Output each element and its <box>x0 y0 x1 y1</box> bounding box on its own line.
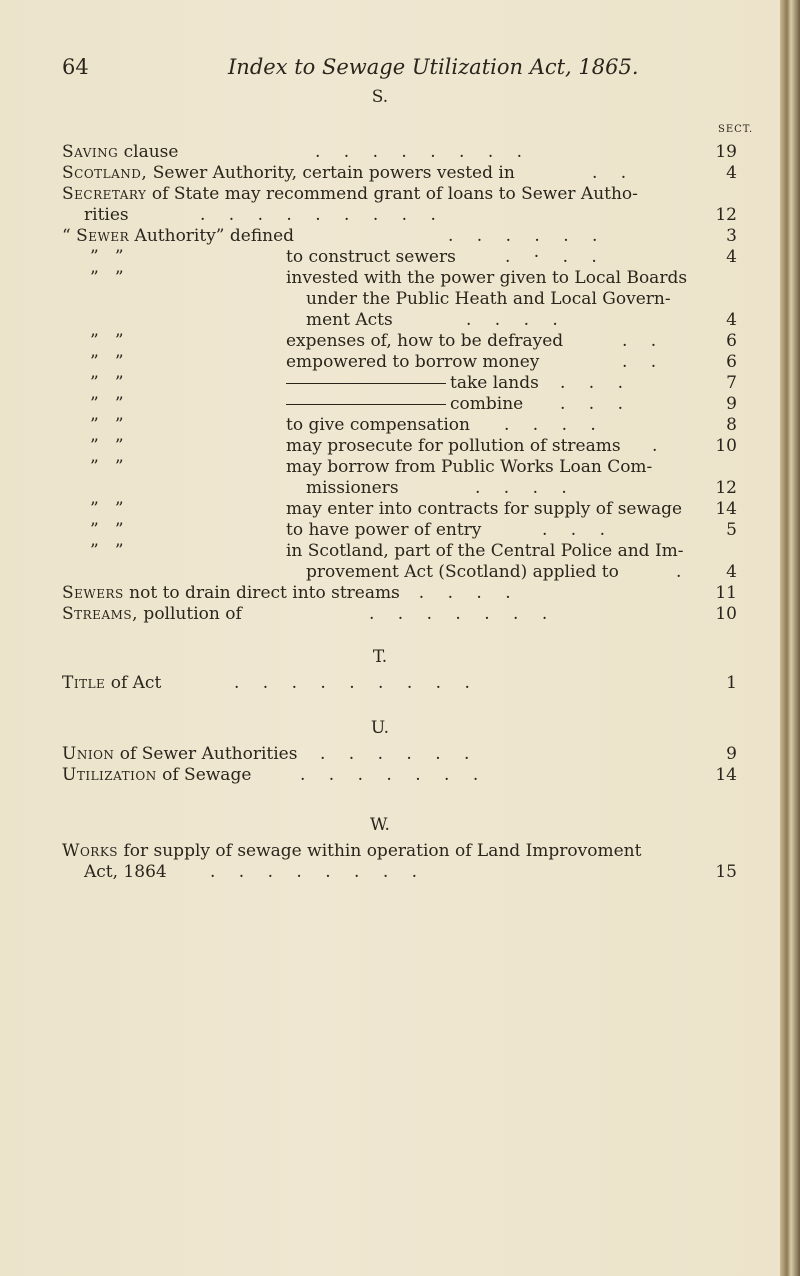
sect-number: 10 <box>715 436 737 456</box>
section-letter-w: W. <box>370 815 390 835</box>
entry-invested-power-cont: ment Acts <box>306 310 393 330</box>
sect-number: 14 <box>715 765 737 785</box>
page-title: Index to Sewage Utilization Act, 1865. <box>228 55 639 79</box>
ditto-mark: ” ” <box>90 268 124 288</box>
leader: . . . . . . . . . <box>200 205 445 225</box>
sect-number: 11 <box>715 583 737 603</box>
entry-borrow-loan: may borrow from Public Works Loan Com- <box>286 457 653 477</box>
entry-construct-sewers: to construct sewers <box>286 247 456 267</box>
sect-number: 15 <box>715 862 737 882</box>
section-letter-u: U. <box>370 718 390 738</box>
entry-combine: combine <box>286 394 523 415</box>
leader: . . . . . . . <box>300 765 488 785</box>
sect-number: 6 <box>726 352 737 372</box>
entry-compensation: to give compensation <box>286 415 470 435</box>
entry-borrow-money: empowered to borrow money <box>286 352 540 372</box>
entry-take-lands: take lands <box>286 373 539 394</box>
entry-contracts: may enter into contracts for supply of sewage <box>286 499 683 519</box>
ditto-mark: ” ” <box>90 373 124 393</box>
ditto-mark: ” ” <box>90 541 124 561</box>
leader: . . . . <box>466 310 567 330</box>
page-header <box>0 55 780 85</box>
entry-secretary: Secretary of State may recommend grant of loans to Sewer Autho- <box>62 184 638 204</box>
ditto-mark: ” ” <box>90 331 124 351</box>
leader: . . . . . <box>390 583 520 603</box>
leader: . . . <box>542 520 615 540</box>
leader: . . . . . . . . <box>315 142 532 162</box>
leader: . . . . . . . <box>369 604 557 624</box>
entry-works: Works for supply of sewage within operation of Land Improvoment <box>62 841 642 861</box>
page-number: 64 <box>62 55 89 79</box>
leader: . . . . . . . . <box>210 862 427 882</box>
sect-number: 1 <box>726 673 737 693</box>
leader: . . . . . . <box>448 226 607 246</box>
ditto-mark: ” ” <box>90 394 124 414</box>
leader: . . <box>622 331 666 351</box>
sect-number: 4 <box>726 562 737 582</box>
entry-scotland: Scotland, Sewer Authority, certain powers vested in <box>62 163 515 183</box>
leader: . . <box>622 352 666 372</box>
sect-number: 12 <box>715 205 737 225</box>
sect-number: 4 <box>726 247 737 267</box>
ditto-mark: ” ” <box>90 457 124 477</box>
entry-utilization: Utilization of Sewage <box>62 765 252 785</box>
leader: . . . <box>560 394 633 414</box>
entry-streams: Streams, pollution of <box>62 604 242 624</box>
entry-scotland-police-cont: provement Act (Scotland) applied to <box>306 562 619 582</box>
sect-number: 4 <box>726 310 737 330</box>
sect-column-label: SECT. <box>718 124 754 135</box>
leader: . . . . <box>475 478 576 498</box>
leader: . . . . . . . . . <box>234 673 479 693</box>
leader: . . . . . . <box>320 744 479 764</box>
sect-number: 10 <box>715 604 737 624</box>
entry-title-of-act: Title of Act <box>62 673 162 693</box>
ditto-mark: ” ” <box>90 520 124 540</box>
leader: . · . . <box>505 247 606 267</box>
sect-number: 8 <box>726 415 737 435</box>
ditto-mark: ” ” <box>90 415 124 435</box>
leader: . <box>652 436 658 456</box>
entry-sewer-authority: “ Sewer Authority” defined <box>62 226 295 246</box>
leader: . <box>676 562 682 582</box>
sect-number: 3 <box>726 226 737 246</box>
ditto-mark: ” ” <box>90 499 124 519</box>
sect-number: 7 <box>726 373 737 393</box>
section-letter-t: T. <box>372 647 388 667</box>
entry-expenses: expenses of, how to be defrayed <box>286 331 564 351</box>
sect-number: 12 <box>715 478 737 498</box>
sect-number: 9 <box>726 744 737 764</box>
entry-works-cont: Act, 1864 <box>84 862 167 882</box>
ditto-mark: ” ” <box>90 247 124 267</box>
ditto-mark: ” ” <box>90 436 124 456</box>
entry-scotland-police: in Scotland, part of the Central Police and Im- <box>286 541 684 561</box>
entry-prosecute: may prosecute for pollution of streams <box>286 436 621 456</box>
section-letter-s: S. <box>371 87 389 107</box>
entry-saving: Saving clause <box>62 142 179 162</box>
entry-invested-power-cont: under the Public Heath and Local Govern- <box>306 289 671 309</box>
sect-number: 19 <box>715 142 737 162</box>
leader: . . . <box>560 373 633 393</box>
entry-borrow-loan-cont: missioners <box>306 478 399 498</box>
entry-sewers: Sewers not to drain direct into streams <box>62 583 400 603</box>
leader: . . . . <box>504 415 605 435</box>
leader: . . <box>592 163 636 183</box>
sect-number: 4 <box>726 163 737 183</box>
sect-number: 9 <box>726 394 737 414</box>
entry-union: Union of Sewer Authorities <box>62 744 298 764</box>
entry-power-of-entry: to have power of entry <box>286 520 482 540</box>
entry-secretary-cont: rities <box>84 205 129 225</box>
entry-invested-power: invested with the power given to Local Boards <box>286 268 688 288</box>
sect-number: 14 <box>715 499 737 519</box>
sect-number: 5 <box>726 520 737 540</box>
page-edge <box>780 0 800 1276</box>
ditto-mark: ” ” <box>90 352 124 372</box>
sect-number: 6 <box>726 331 737 351</box>
